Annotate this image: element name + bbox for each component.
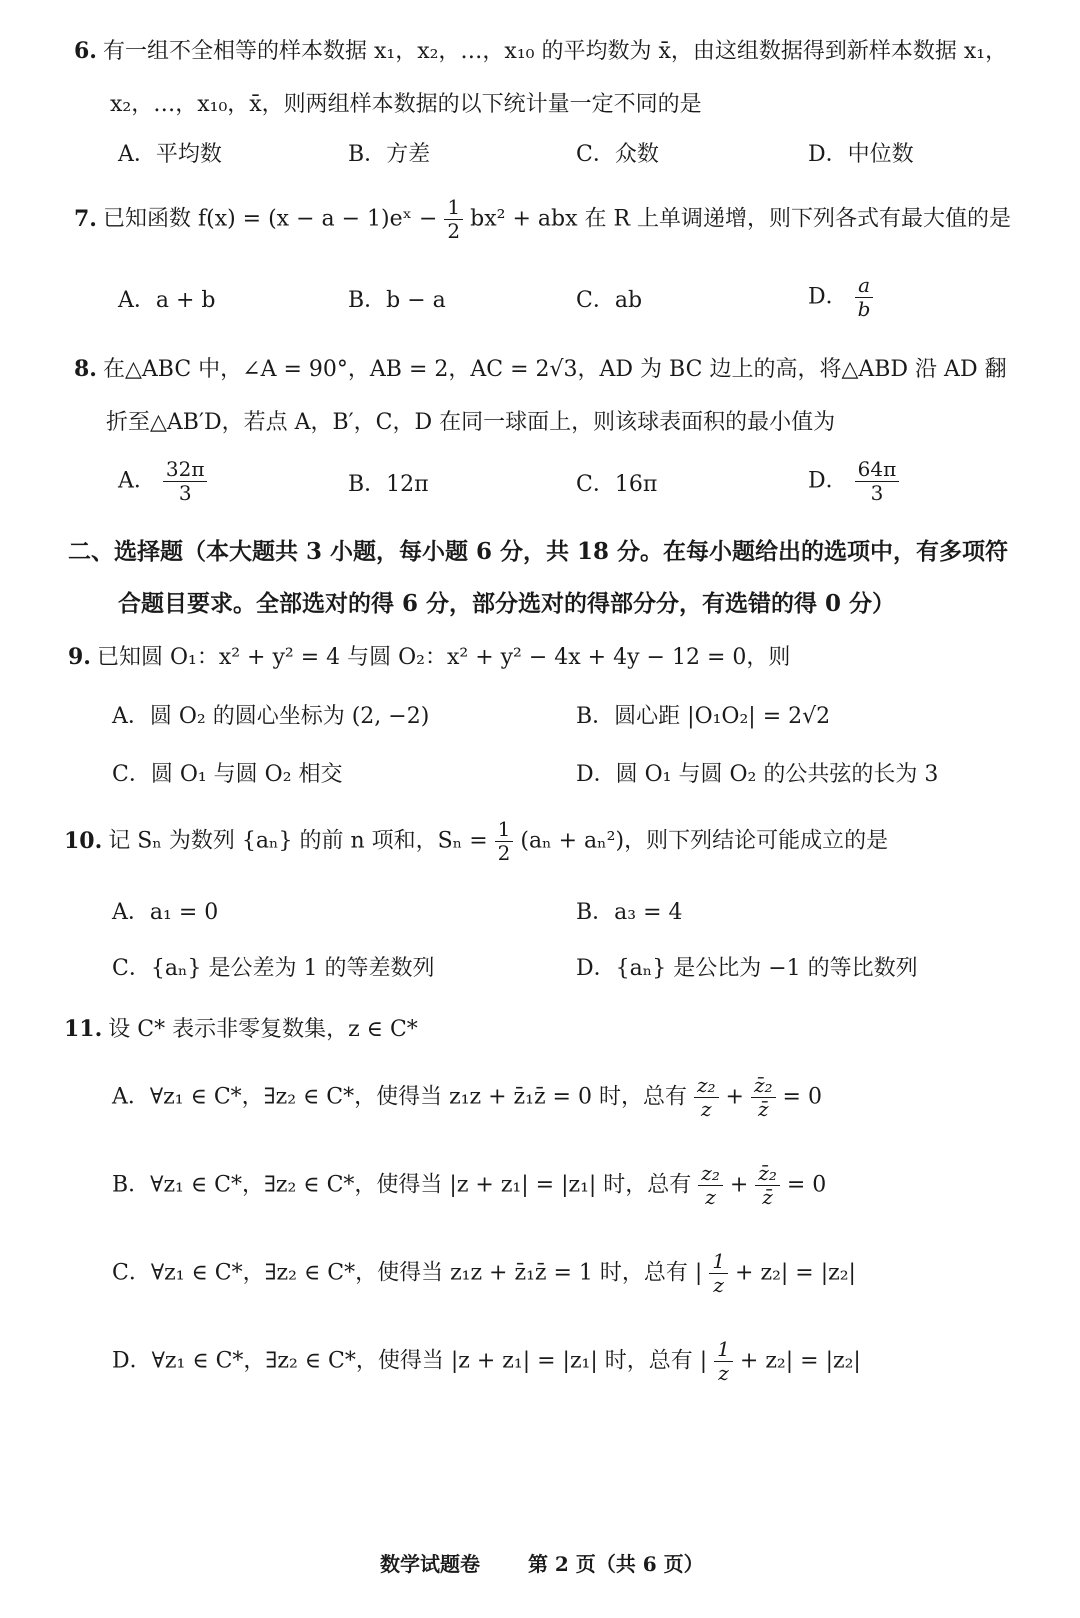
q11-option-c-tail: + z₂| = |z₂| <box>735 1260 856 1286</box>
q6-option-c: C．众数 <box>576 142 659 167</box>
q9-option-c: C．圆 O₁ 与圆 O₂ 相交 <box>112 762 343 787</box>
q9-option-a: A．圆 O₂ 的圆心坐标为 (2, −2) <box>112 704 430 729</box>
q11-c-f-den: z <box>713 1273 724 1297</box>
q11-option-d-tail: + z₂| = |z₂| <box>739 1348 861 1374</box>
q8-stem-1: 在△ABC 中，∠A = 90°，AB = 2，AC = 2√3，AD 为 BC 边上的高，将△ABD 沿 AD 翻 <box>102 357 1007 382</box>
q11-option-d <box>112 1338 861 1385</box>
q8-opt-a-den: 3 <box>178 481 192 505</box>
q8-option-c: C．16π <box>576 472 658 497</box>
q8-option-a-label: A． <box>118 468 156 494</box>
q11-option-a-fraction-2 <box>751 1074 776 1121</box>
q6-line2: x₂，…，x₁₀，x̄，则两组样本数据的以下统计量一定不同的是 <box>110 92 702 117</box>
q8-option-d-fraction <box>855 458 900 505</box>
q6-stem-1: 有一组不全相等的样本数据 x₁，x₂，…，x₁₀ 的平均数为 x̄，由这组数据得到新样本数据 x₁， <box>102 39 1008 64</box>
q11-a-f1-num: z₂ <box>694 1074 719 1098</box>
q9-stem: 已知圆 O₁：x² + y² = 4 与圆 O₂：x² + y² − 4x + 4y − 12 = 0，则 <box>96 645 791 670</box>
q11-option-a-text: A．∀z₁ ∈ C*，∃z₂ ∈ C*，使得当 z₁z + z̄₁z̄ = 0 时，总有 <box>112 1084 687 1110</box>
footer-subject: 数学试题卷 <box>380 1552 480 1576</box>
q11-option-c-fraction <box>709 1250 728 1297</box>
q7-opt-d-den: b <box>857 297 871 321</box>
q10-option-b: B．a₃ = 4 <box>576 900 683 925</box>
q8-option-a-fraction <box>163 458 208 505</box>
q7-option-b: B．b − a <box>348 288 446 313</box>
q6-option-a: A．平均数 <box>118 142 222 167</box>
q11-number: 11. <box>64 1016 103 1042</box>
page-footer <box>380 1552 704 1576</box>
q11-option-b-text: B．∀z₁ ∈ C*，∃z₂ ∈ C*，使得当 |z + z₁| = |z₁| 时，总有 <box>112 1172 692 1198</box>
q11-option-c-text: C．∀z₁ ∈ C*，∃z₂ ∈ C*，使得当 z₁z + z̄₁z̄ = 1 时，总有 | <box>112 1260 703 1286</box>
q7-number: 7. <box>74 205 97 232</box>
q11-line <box>64 1016 418 1043</box>
q7-frac-den: 2 <box>447 219 461 243</box>
q10-stem-pre: 记 Sₙ 为数列 {aₙ} 的前 n 项和，Sₙ = <box>108 828 488 854</box>
q8-option-a <box>118 458 207 505</box>
q9-option-d: D．圆 O₁ 与圆 O₂ 的公共弦的长为 3 <box>576 762 939 787</box>
q11-option-b-plus: + <box>729 1172 749 1198</box>
q10-number: 10. <box>64 827 103 854</box>
q11-b-f1-den: z <box>705 1185 716 1209</box>
q6-line1 <box>74 38 1007 65</box>
q9-option-b: B．圆心距 |O₁O₂| = 2√2 <box>576 704 831 729</box>
q10-frac-num: 1 <box>495 818 514 842</box>
q7-option-d-label: D． <box>808 284 848 310</box>
q11-a-f2-num: z̄₂ <box>751 1074 776 1098</box>
q8-opt-d-num: 64π <box>855 458 900 482</box>
q8-option-b: B．12π <box>348 472 429 497</box>
q8-line2: 折至△AB′D，若点 A，B′，C，D 在同一球面上，则该球表面积的最小值为 <box>106 410 836 435</box>
q11-option-c <box>112 1250 856 1297</box>
q10-option-a: A．a₁ = 0 <box>112 900 219 925</box>
q8-option-d <box>808 458 899 505</box>
q8-opt-d-den: 3 <box>870 481 884 505</box>
q11-option-b-fraction-1 <box>698 1162 723 1209</box>
q9-number: 9. <box>68 644 91 670</box>
q11-a-f1-den: z <box>700 1097 712 1121</box>
q10-option-c: C．{aₙ} 是公差为 1 的等差数列 <box>112 956 435 981</box>
q11-option-a-fraction-1 <box>694 1074 719 1121</box>
q7-stem-post: bx² + abx 在 R 上单调递增，则下列各式有最大值的是 <box>470 206 1012 232</box>
q11-option-a-tail: = 0 <box>782 1084 822 1110</box>
q11-option-a <box>112 1074 822 1121</box>
q6-number: 6. <box>74 38 97 64</box>
q11-option-b <box>112 1162 826 1209</box>
q9-line <box>68 644 790 671</box>
q8-number: 8. <box>74 356 97 382</box>
q11-option-b-fraction-2 <box>755 1162 780 1209</box>
q11-option-d-fraction <box>714 1338 733 1385</box>
section2-heading-line2: 合题目要求。全部选对的得 6 分，部分选对的得部分分，有选错的得 0 分） <box>118 590 896 617</box>
q11-stem: 设 C* 表示非零复数集，z ∈ C* <box>108 1017 418 1042</box>
q10-frac-den: 2 <box>497 841 511 865</box>
q8-line1 <box>74 356 1007 383</box>
q6-option-b: B．方差 <box>348 142 431 167</box>
q7-option-a: A．a + b <box>118 288 216 313</box>
q7-fraction <box>444 196 463 243</box>
q10-stem-post: (aₙ + aₙ²)，则下列结论可能成立的是 <box>520 828 889 854</box>
q11-option-b-tail: = 0 <box>786 1172 827 1198</box>
q11-b-f1-num: z₂ <box>698 1162 723 1186</box>
q10-line <box>64 818 888 865</box>
q10-fraction <box>495 818 514 865</box>
q8-opt-a-num: 32π <box>163 458 208 482</box>
q11-d-f-num: 1 <box>714 1338 733 1362</box>
q6-option-d: D．中位数 <box>808 142 914 167</box>
q11-d-f-den: z <box>718 1361 729 1385</box>
q10-option-d: D．{aₙ} 是公比为 −1 的等比数列 <box>576 956 918 981</box>
q8-option-d-label: D． <box>808 468 848 494</box>
q7-option-c: C．ab <box>576 288 643 313</box>
q7-line <box>74 196 1011 243</box>
q11-b-f2-num: z̄₂ <box>755 1162 780 1186</box>
section2-heading-line1: 二、选择题（本大题共 3 小题，每小题 6 分，共 18 分。在每小题给出的选项中，有多项符 <box>68 538 1009 565</box>
q7-option-d-fraction <box>855 274 874 321</box>
q11-option-d-text: D．∀z₁ ∈ C*，∃z₂ ∈ C*，使得当 |z + z₁| = |z₁| 时，总有 | <box>112 1348 708 1374</box>
q7-option-d <box>808 274 873 321</box>
q7-stem-pre: 已知函数 f(x) = (x − a − 1)eˣ − <box>102 206 438 232</box>
q7-frac-num: 1 <box>444 196 463 220</box>
q11-option-a-plus: + <box>725 1084 744 1110</box>
q11-c-f-num: 1 <box>709 1250 728 1274</box>
q11-a-f2-den: z̄ <box>757 1097 769 1121</box>
footer-page-number: 第 2 页（共 6 页） <box>527 1552 704 1576</box>
q7-opt-d-num: a <box>855 274 874 298</box>
q11-b-f2-den: z̄ <box>762 1185 773 1209</box>
